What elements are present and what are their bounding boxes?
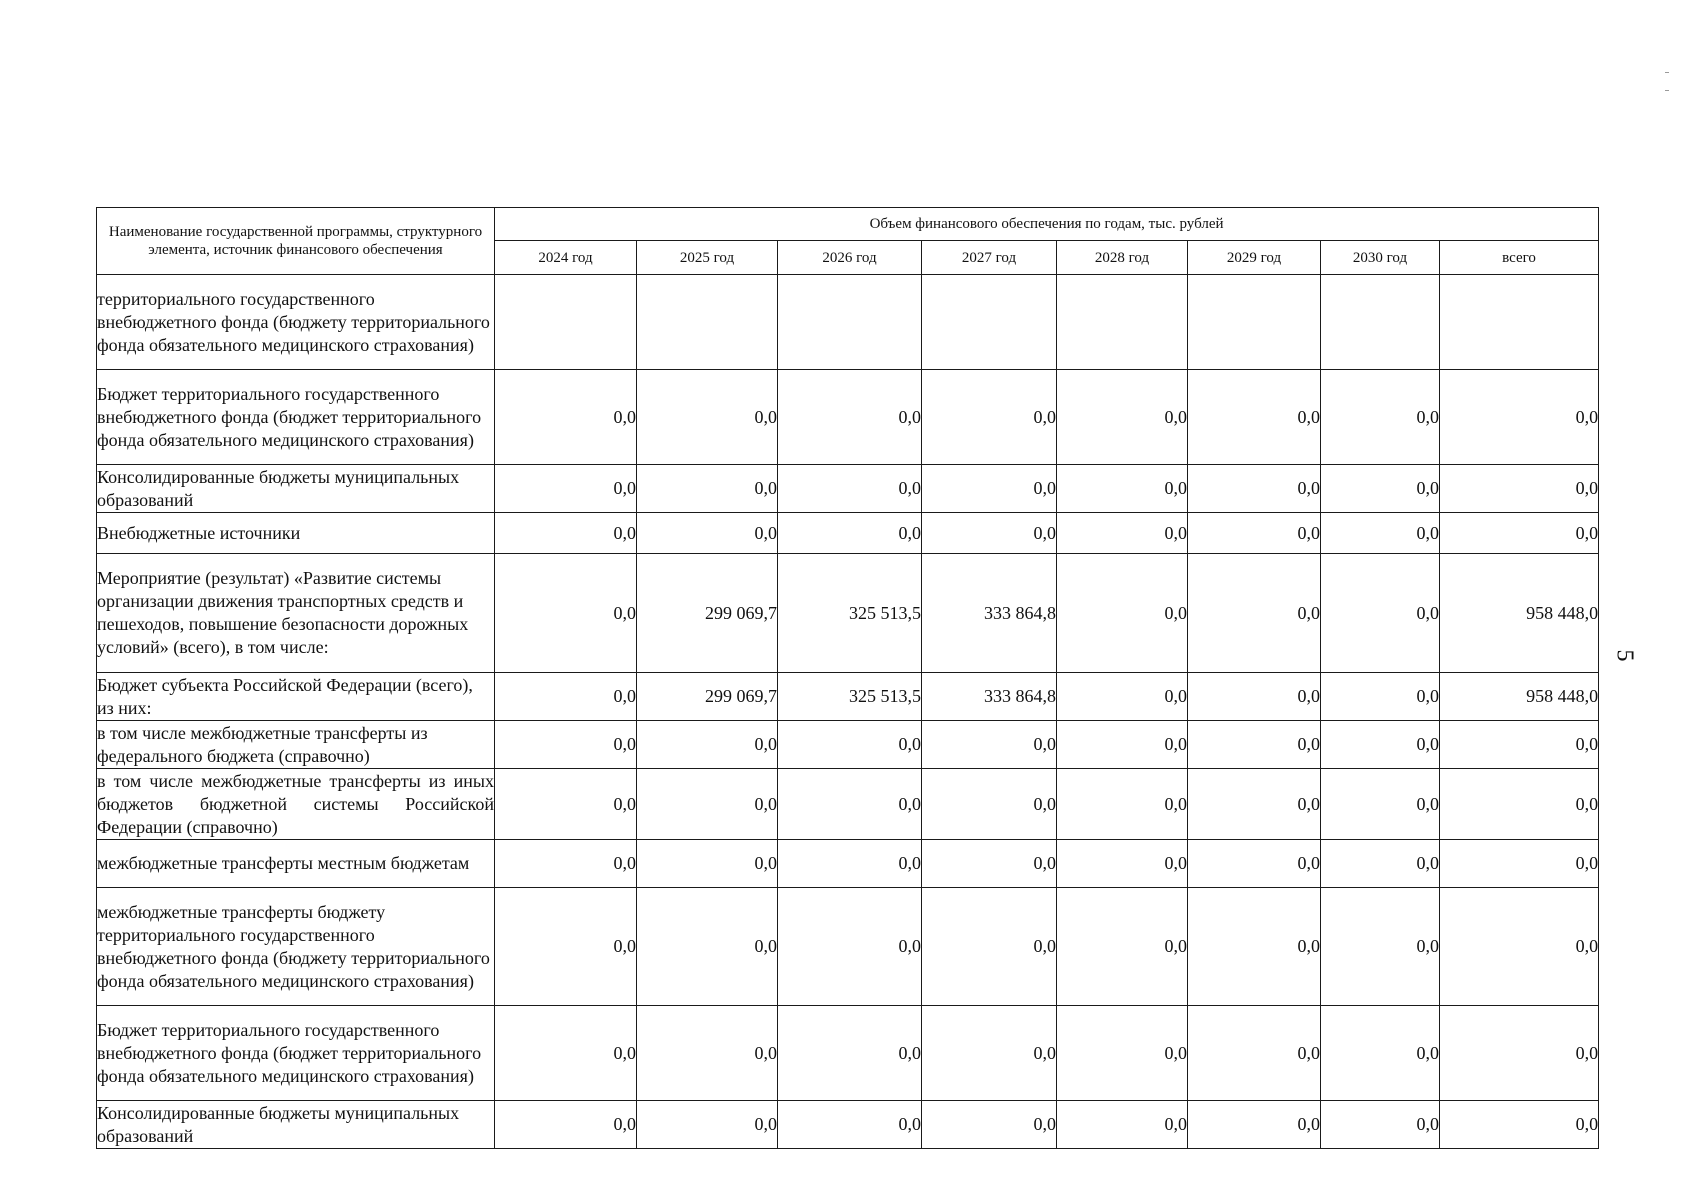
row-value: 0,0	[1057, 769, 1188, 840]
row-value: 0,0	[495, 513, 637, 554]
row-value: 0,0	[1188, 769, 1321, 840]
row-name: Мероприятие (результат) «Развитие системы организации движения транспортных средств и пешеходов, повышение безопасности дорожных условий» (всего), в том числе:	[97, 554, 495, 673]
row-value: 0,0	[922, 465, 1057, 513]
row-value	[778, 275, 922, 370]
row-value: 0,0	[637, 370, 778, 465]
header-total: всего	[1440, 241, 1599, 275]
row-value: 0,0	[1321, 769, 1440, 840]
row-name: в том числе межбюджетные трансферты из иных бюджетов бюджетной системы Российской Федерации (справочно)	[97, 769, 495, 840]
table-row	[97, 769, 1599, 840]
row-value: 0,0	[495, 554, 637, 673]
row-name: Внебюджетные источники	[97, 513, 495, 554]
row-value: 0,0	[922, 769, 1057, 840]
row-value: 0,0	[1321, 513, 1440, 554]
row-value: 0,0	[922, 370, 1057, 465]
row-value: 0,0	[1188, 1006, 1321, 1101]
table-row	[97, 888, 1599, 1006]
header-year: 2030 год	[1321, 241, 1440, 275]
row-value	[1057, 275, 1188, 370]
row-name: Бюджет территориального государственного внебюджетного фонда (бюджет территориального фонда обязательного медицинского страхования)	[97, 1006, 495, 1101]
header-year: 2025 год	[637, 241, 778, 275]
row-value: 325 513,5	[778, 554, 922, 673]
row-value: 0,0	[637, 888, 778, 1006]
row-value: 0,0	[922, 721, 1057, 769]
row-value: 0,0	[495, 721, 637, 769]
row-value: 0,0	[778, 721, 922, 769]
row-value: 0,0	[1188, 554, 1321, 673]
table-row	[97, 1101, 1599, 1149]
row-total: 0,0	[1440, 840, 1599, 888]
header-year: 2029 год	[1188, 241, 1321, 275]
row-value: 0,0	[1188, 673, 1321, 721]
row-value: 0,0	[637, 1006, 778, 1101]
table-row	[97, 370, 1599, 465]
row-total: 0,0	[1440, 721, 1599, 769]
row-name: Бюджет территориального государственного внебюджетного фонда (бюджет территориального фонда обязательного медицинского страхования)	[97, 370, 495, 465]
row-value: 0,0	[637, 513, 778, 554]
row-total: 958 448,0	[1440, 673, 1599, 721]
header-name-column: Наименование государственной программы, структурного элемента, источник финансового обеспечения	[97, 208, 495, 275]
table-row	[97, 275, 1599, 370]
row-value: 0,0	[778, 769, 922, 840]
row-value: 0,0	[495, 1006, 637, 1101]
row-value: 0,0	[778, 888, 922, 1006]
table-row	[97, 1006, 1599, 1101]
row-value: 0,0	[637, 769, 778, 840]
table-row	[97, 721, 1599, 769]
row-value: 0,0	[637, 721, 778, 769]
row-value: 0,0	[1321, 721, 1440, 769]
row-value: 0,0	[495, 673, 637, 721]
row-total: 0,0	[1440, 465, 1599, 513]
row-value: 0,0	[922, 1006, 1057, 1101]
row-value: 0,0	[1057, 465, 1188, 513]
page-number: 5	[1611, 649, 1638, 662]
row-value	[1321, 275, 1440, 370]
financing-table	[96, 207, 1599, 1149]
row-value: 0,0	[1321, 1101, 1440, 1149]
row-value: 0,0	[778, 1101, 922, 1149]
row-value: 333 864,8	[922, 673, 1057, 721]
row-total: 0,0	[1440, 513, 1599, 554]
row-name: межбюджетные трансферты бюджету территориального государственного внебюджетного фонда (бюджету территориального фонда обязательного медицинского страхования)	[97, 888, 495, 1006]
row-value: 0,0	[1188, 1101, 1321, 1149]
row-value: 0,0	[1057, 370, 1188, 465]
scan-artifact	[1665, 90, 1669, 91]
table-row	[97, 554, 1599, 673]
row-value: 0,0	[1057, 888, 1188, 1006]
row-value: 0,0	[922, 888, 1057, 1006]
row-total: 958 448,0	[1440, 554, 1599, 673]
row-value: 0,0	[1188, 370, 1321, 465]
row-value: 0,0	[1188, 465, 1321, 513]
row-value: 0,0	[1321, 673, 1440, 721]
row-value: 0,0	[778, 840, 922, 888]
row-value: 299 069,7	[637, 673, 778, 721]
row-value: 325 513,5	[778, 673, 922, 721]
row-value: 0,0	[637, 840, 778, 888]
row-value: 0,0	[922, 513, 1057, 554]
row-value	[922, 275, 1057, 370]
table-row	[97, 840, 1599, 888]
row-total: 0,0	[1440, 370, 1599, 465]
row-value: 0,0	[1057, 554, 1188, 673]
row-total: 0,0	[1440, 1101, 1599, 1149]
row-name: Бюджет субъекта Российской Федерации (всего), из них:	[97, 673, 495, 721]
row-name: территориального государственного внебюджетного фонда (бюджету территориального фонда обязательного медицинского страхования)	[97, 275, 495, 370]
row-value: 0,0	[778, 513, 922, 554]
row-value	[1188, 275, 1321, 370]
table-row	[97, 673, 1599, 721]
scan-artifact	[1665, 72, 1669, 73]
row-name: Консолидированные бюджеты муниципальных образований	[97, 465, 495, 513]
row-name: Консолидированные бюджеты муниципальных образований	[97, 1101, 495, 1149]
row-value: 0,0	[1321, 840, 1440, 888]
row-value: 0,0	[495, 888, 637, 1006]
row-total	[1440, 275, 1599, 370]
row-value: 0,0	[1057, 840, 1188, 888]
row-value: 0,0	[495, 465, 637, 513]
row-value: 0,0	[495, 840, 637, 888]
row-value: 0,0	[495, 769, 637, 840]
row-value: 0,0	[922, 840, 1057, 888]
row-value: 0,0	[1057, 1101, 1188, 1149]
row-value: 0,0	[495, 370, 637, 465]
row-value: 0,0	[1057, 513, 1188, 554]
row-value: 0,0	[778, 370, 922, 465]
row-value: 0,0	[1188, 888, 1321, 1006]
row-value: 333 864,8	[922, 554, 1057, 673]
header-year: 2027 год	[922, 241, 1057, 275]
row-value: 0,0	[1188, 721, 1321, 769]
row-value: 0,0	[495, 1101, 637, 1149]
row-name: межбюджетные трансферты местным бюджетам	[97, 840, 495, 888]
row-value: 299 069,7	[637, 554, 778, 673]
row-total: 0,0	[1440, 769, 1599, 840]
row-value: 0,0	[637, 465, 778, 513]
row-value: 0,0	[1057, 673, 1188, 721]
table-row	[97, 465, 1599, 513]
row-total: 0,0	[1440, 888, 1599, 1006]
row-value: 0,0	[1321, 1006, 1440, 1101]
header-financing-group: Объем финансового обеспечения по годам, тыс. рублей	[495, 208, 1599, 241]
row-value: 0,0	[1188, 840, 1321, 888]
row-value: 0,0	[1057, 721, 1188, 769]
header-year: 2026 год	[778, 241, 922, 275]
row-value: 0,0	[1321, 370, 1440, 465]
row-value: 0,0	[1321, 465, 1440, 513]
row-total: 0,0	[1440, 1006, 1599, 1101]
row-name: в том числе межбюджетные трансферты из федерального бюджета (справочно)	[97, 721, 495, 769]
row-value	[637, 275, 778, 370]
row-value: 0,0	[1321, 554, 1440, 673]
row-value: 0,0	[778, 1006, 922, 1101]
row-value: 0,0	[637, 1101, 778, 1149]
row-value: 0,0	[778, 465, 922, 513]
row-value	[495, 275, 637, 370]
header-year: 2028 год	[1057, 241, 1188, 275]
row-value: 0,0	[1321, 888, 1440, 1006]
header-year: 2024 год	[495, 241, 637, 275]
row-value: 0,0	[1057, 1006, 1188, 1101]
row-value: 0,0	[922, 1101, 1057, 1149]
table-row	[97, 513, 1599, 554]
row-value: 0,0	[1188, 513, 1321, 554]
